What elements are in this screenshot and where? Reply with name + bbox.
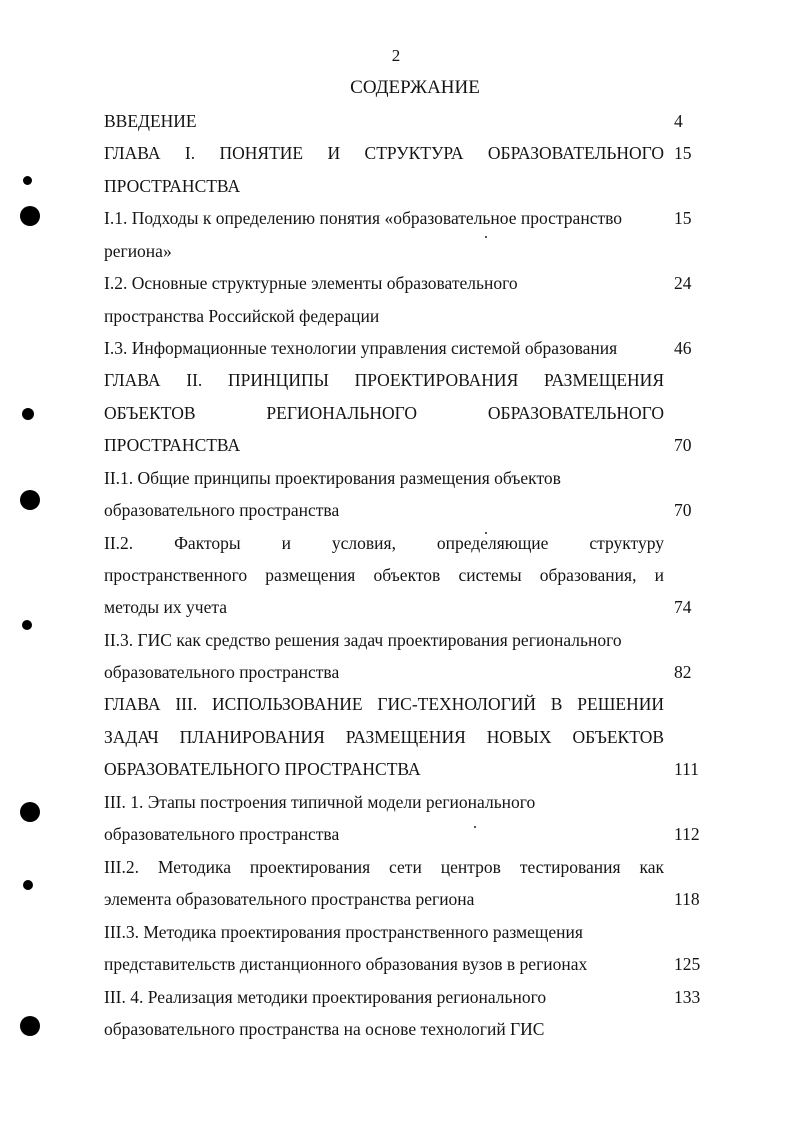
toc-line: региона» (104, 241, 172, 261)
toc-page-number: 15 (674, 143, 692, 163)
toc-line: ВВЕДЕНИЕ (104, 111, 197, 131)
toc-line: методы их учета (104, 597, 227, 617)
binder-hole-mark (20, 1016, 40, 1036)
toc-line: ЗАДАЧ ПЛАНИРОВАНИЯ РАЗМЕЩЕНИЯ НОВЫХ ОБЪЕКТОВ (104, 727, 664, 747)
toc-line: пространства Российской федерации (104, 306, 380, 326)
toc-line: II.2. Факторы и условия, определяющие структуру (104, 533, 664, 553)
toc-line: III.2. Методика проектирования сети центров тестирования как (104, 857, 664, 877)
binder-hole-mark (23, 880, 33, 890)
toc-line: II.1. Общие принципы проектирования размещения объектов (104, 468, 561, 488)
scan-speck (485, 532, 487, 534)
toc-line: ГЛАВА III. ИСПОЛЬЗОВАНИЕ ГИС-ТЕХНОЛОГИЙ В РЕШЕНИИ (104, 694, 664, 714)
binder-hole-mark (20, 206, 40, 226)
toc-line: ГЛАВА I. ПОНЯТИЕ И СТРУКТУРА ОБРАЗОВАТЕЛЬНОГО (104, 143, 664, 163)
toc-line: образовательного пространства (104, 824, 340, 844)
binder-hole-mark (23, 176, 32, 185)
toc-line: I.2. Основные структурные элементы образовательного (104, 273, 518, 293)
toc-line: образовательного пространства на основе технологий ГИС (104, 1019, 545, 1039)
toc-page-number: 70 (674, 500, 692, 520)
toc-page-number: 24 (674, 273, 692, 293)
binder-hole-mark (22, 620, 32, 630)
binder-hole-mark (20, 802, 40, 822)
toc-line: I.3. Информационные технологии управления системой образования (104, 338, 618, 358)
toc-line: ПРОСТРАНСТВА (104, 435, 241, 455)
toc-page-number: 15 (674, 208, 692, 228)
toc-page-number: 82 (674, 662, 692, 682)
toc-page-number: 133 (674, 987, 701, 1007)
toc-line: ПРОСТРАНСТВА (104, 176, 241, 196)
toc-page-number: 125 (674, 954, 701, 974)
toc-line: ГЛАВА II. ПРИНЦИПЫ ПРОЕКТИРОВАНИЯ РАЗМЕЩЕНИЯ (104, 370, 664, 390)
binder-hole-mark (22, 408, 34, 420)
toc-title: СОДЕРЖАНИЕ (350, 77, 480, 98)
toc-line: I.1. Подходы к определению понятия «образовательное пространство (104, 208, 623, 228)
toc-line: пространственного размещения объектов системы образования, и (104, 565, 664, 585)
toc-line: III. 1. Этапы построения типичной модели регионального (104, 792, 536, 812)
toc-line: образовательного пространства (104, 662, 340, 682)
scan-speck (485, 236, 487, 238)
page-number: 2 (391, 46, 401, 65)
toc-line: образовательного пространства (104, 500, 340, 520)
toc-line: ОБРАЗОВАТЕЛЬНОГО ПРОСТРАНСТВА (104, 759, 421, 779)
toc-line: элемента образовательного пространства региона (104, 889, 475, 909)
toc-line: II.3. ГИС как средство решения задач проектирования регионального (104, 630, 622, 650)
toc-page-number: 111 (674, 759, 699, 779)
toc-line: III.3. Методика проектирования пространственного размещения (104, 922, 583, 942)
scan-speck (474, 826, 476, 828)
toc-page-number: 74 (674, 597, 692, 617)
toc-page-number: 112 (674, 824, 700, 844)
toc-page-number: 4 (674, 111, 683, 131)
toc-page-number: 46 (674, 338, 692, 358)
toc-page-number: 118 (674, 889, 700, 909)
toc-line: ОБЪЕКТОВ РЕГИОНАЛЬНОГО ОБРАЗОВАТЕЛЬНОГО (104, 403, 664, 423)
toc-page-number: 70 (674, 435, 692, 455)
toc-line: III. 4. Реализация методики проектирования регионального (104, 987, 547, 1007)
binder-hole-mark (20, 490, 40, 510)
toc-line: представительств дистанционного образования вузов в регионах (104, 954, 588, 974)
